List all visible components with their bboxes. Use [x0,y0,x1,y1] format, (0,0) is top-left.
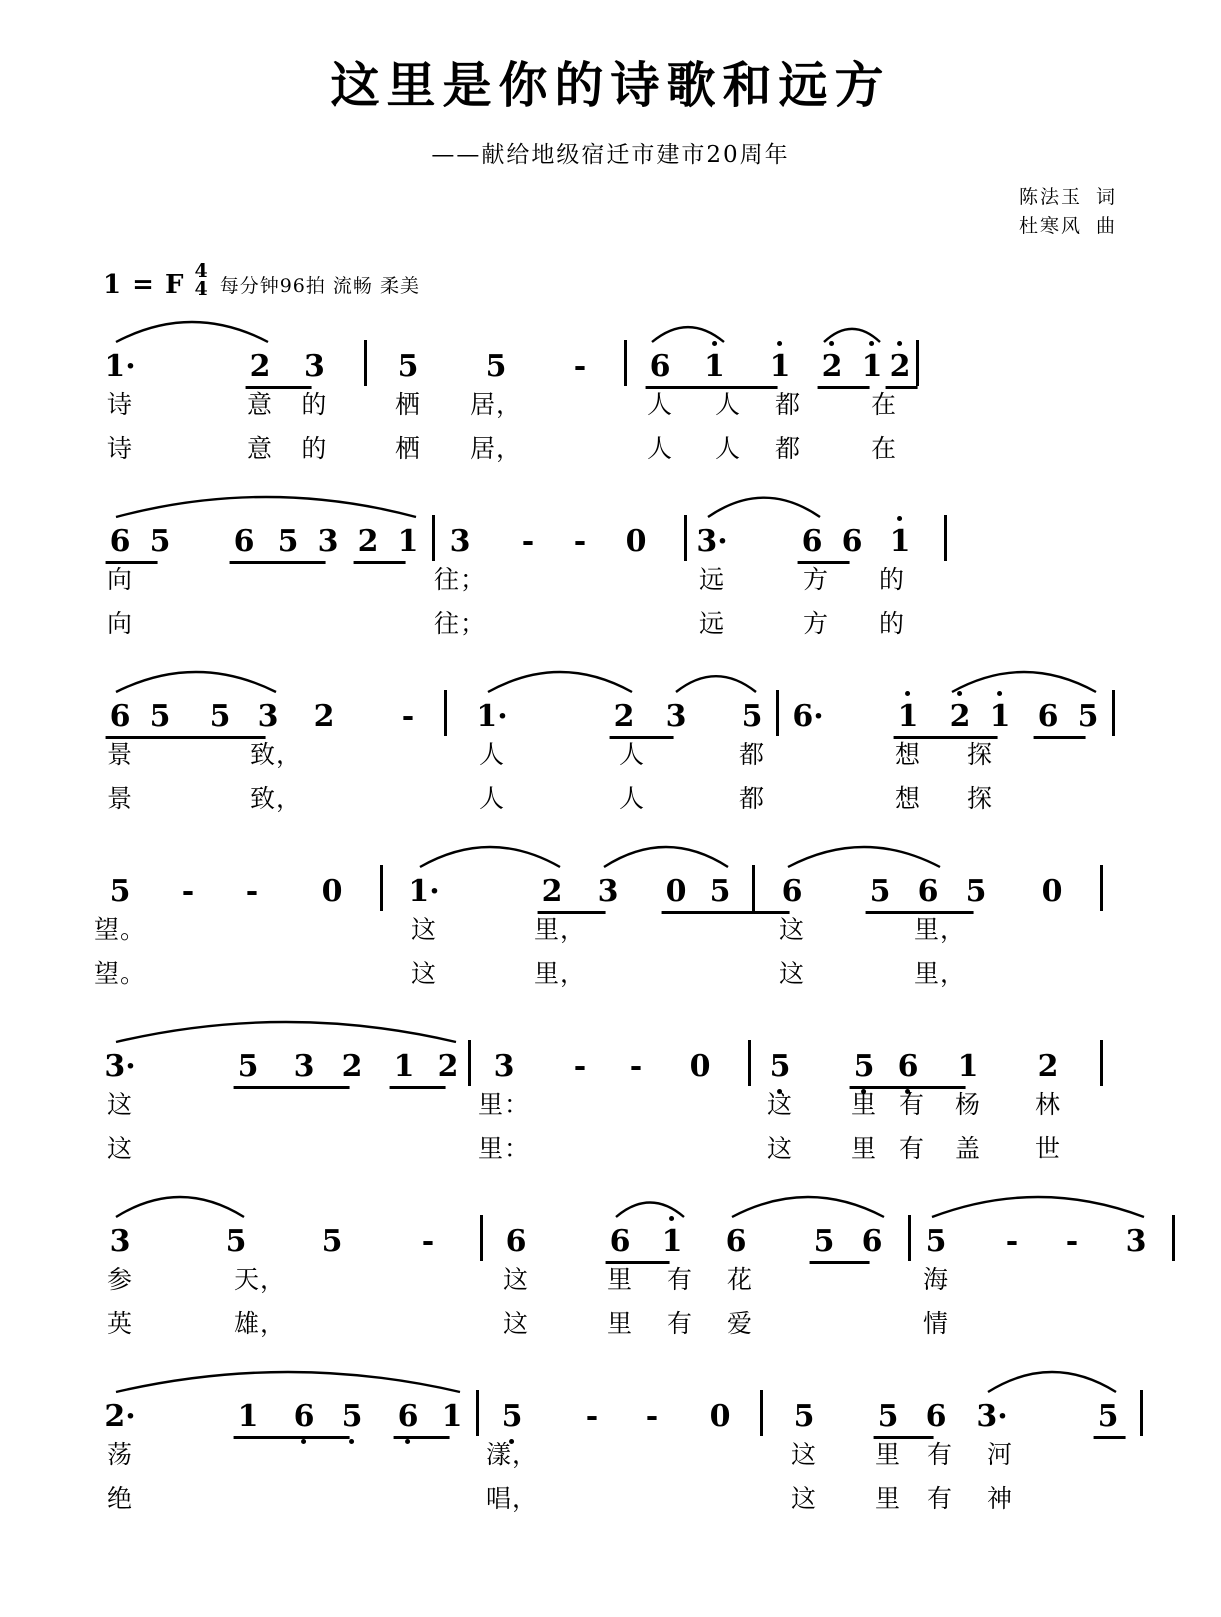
slur [420,847,560,867]
music-system [100,1016,1121,1191]
lyric-row-verse-2 [100,1476,1121,1520]
note: 3 [317,524,339,560]
octave-up-dot [958,691,963,696]
lyric-syllable: 人 [618,784,646,814]
rest-note: 0 [1041,874,1063,910]
augmentation-dot: · [997,1399,1008,1435]
slur [116,672,276,692]
lyric-syllable: 杨 [954,1090,982,1120]
note: 6 [505,1224,527,1260]
augmentation-dot: · [717,524,728,560]
sustain-dash: - [573,524,587,560]
slur [116,322,268,342]
score-meta-line [103,258,1221,300]
sustain-dash: - [645,1399,659,1435]
lyric-syllable: 这 [778,915,806,945]
sustain-dash: - [573,349,587,385]
lyric-syllable: 的 [301,390,328,420]
lyric-syllable: 天， [233,1265,287,1295]
lyric-syllable: 雄， [233,1309,287,1339]
lyric-syllable: 爱 [726,1309,754,1339]
slur [116,1022,456,1042]
lyric-syllable: 世 [1034,1134,1062,1164]
lyric-row-verse-1 [100,1082,1121,1126]
note: 2 [341,1049,363,1085]
note: 5 [397,349,419,385]
note-row [100,316,1121,385]
note: 5 [814,1227,835,1257]
slur [652,327,724,342]
note: 2· [104,1399,136,1435]
lyric-syllable: 诗 [106,390,134,420]
note: 5 [1077,699,1099,735]
note: 1 [770,352,791,382]
note: 6 [861,1224,883,1260]
barline [444,690,447,736]
credits [0,183,1117,240]
note: 5 [150,702,171,732]
composer-name: 杜寒风 [1018,214,1082,237]
lyric-syllable: 里， [533,959,587,989]
octave-up-dot [778,341,783,346]
rest-note: 0 [625,524,647,560]
sustain-dash: - [585,1399,599,1435]
note: 3 [303,349,325,385]
lyric-syllable: 这 [790,1440,818,1470]
note: 6· [792,699,824,735]
note: 5 [210,702,231,732]
note: 2 [890,352,911,382]
note: 5 [278,527,299,557]
sustain-dash: - [421,1224,435,1260]
note: 2 [437,1049,459,1085]
note: 1 [397,524,419,560]
note: 6 [110,527,131,557]
lyric-syllable: 荡 [106,1440,134,1470]
lyric-syllable: 的 [878,609,906,639]
note: 3 [493,1049,515,1085]
note: 5 [741,699,763,735]
note: 3 [597,874,619,910]
lyric-syllable: 想 [894,740,922,770]
note: 5 [878,1402,899,1432]
note: 6 [802,527,823,557]
lyric-syllable: 有 [666,1265,694,1295]
augmentation-dot: · [497,699,508,735]
augmentation-dot: · [125,1399,136,1435]
lyricist-role: 词 [1095,186,1117,209]
barline [380,865,383,911]
lyric-syllable: 里 [874,1440,902,1470]
lyric-syllable: 英 [106,1309,134,1339]
lyric-row-verse-2 [93,951,1121,995]
slur [932,1197,1144,1217]
lyric-syllable: 里 [606,1265,634,1295]
barline [432,515,435,561]
note: 6 [610,1227,631,1257]
octave-up-dot [898,341,903,346]
lyric-syllable: 绝 [106,1484,134,1514]
note: 6 [650,352,671,382]
lyric-syllable: 都 [738,740,766,770]
slur [604,847,728,867]
sustain-dash: - [245,874,259,910]
barline [468,1040,471,1086]
music-system [100,666,1121,841]
note: 3· [104,1049,136,1085]
note: 1 [890,527,911,557]
note: 6 [110,702,131,732]
note: 6 [234,527,255,557]
lyric-syllable: 里 [850,1134,878,1164]
note: 1 [662,1227,683,1257]
note: 3 [257,699,279,735]
lyric-syllable: 里： [477,1090,531,1120]
lyric-syllable: 方 [802,609,830,639]
lyric-syllable: 诗 [106,434,134,464]
lyric-syllable: 人 [714,434,742,464]
note: 5 [502,1402,523,1432]
lyric-syllable: 这 [766,1134,794,1164]
note: 5 [965,874,987,910]
lyric-syllable: 盖 [954,1134,982,1164]
lyric-syllable: 人 [714,390,742,420]
note: 5 [710,877,731,907]
lyric-syllable: 有 [666,1309,694,1339]
lyric-syllable: 这 [410,915,438,945]
note: 3 [109,1224,131,1260]
lyric-syllable: 这 [410,959,438,989]
barline [476,1390,479,1436]
lyric-syllable: 里 [850,1090,878,1120]
lyric-syllable: 神 [986,1484,1014,1514]
lyric-syllable: 往； [433,565,487,595]
lyric-row-verse-1 [100,382,1121,426]
note-row [100,491,1121,560]
lyric-syllable: 远 [698,609,726,639]
lyric-syllable: 海 [922,1265,950,1295]
music-system [100,1366,1121,1541]
note: 3· [976,1399,1008,1435]
barline [760,1390,763,1436]
note: 1· [408,874,440,910]
lyric-syllable: 这 [778,959,806,989]
lyric-row-verse-1 [100,557,1121,601]
sustain-dash: - [1005,1224,1019,1260]
lyric-syllable: 人 [646,390,674,420]
lyric-syllable: 里 [606,1309,634,1339]
time-signature-denominator: 4 [194,277,208,300]
note: 6 [925,1399,947,1435]
lyric-syllable: 花 [726,1265,754,1295]
lyric-syllable: 望。 [93,915,147,945]
note: 2 [542,877,563,907]
time-signature [194,260,208,300]
barline [684,515,687,561]
lyric-syllable: 这 [766,1090,794,1120]
note: 6 [918,877,939,907]
lyric-syllable: 人 [618,740,646,770]
barline [624,340,627,386]
lyric-syllable: 有 [898,1090,926,1120]
note: 5 [238,1052,259,1082]
barline [1140,1390,1143,1436]
lyric-row-verse-2 [100,1301,1121,1345]
slur [116,1197,244,1217]
lyric-row-verse-1 [100,1432,1121,1476]
barline [944,515,947,561]
lyric-row-verse-1 [93,907,1121,951]
lyric-syllable: 有 [926,1440,954,1470]
music-system [93,841,1121,1016]
note: 1 [238,1402,259,1432]
lyric-syllable: 致， [249,784,303,814]
rest-note: 0 [666,877,687,907]
note: 6 [898,1052,919,1082]
music-system [100,1191,1147,1366]
slur [952,672,1096,692]
lyric-row-verse-2 [100,601,1121,645]
lyric-syllable: 情 [922,1309,950,1339]
note: 6 [725,1224,747,1260]
lyric-syllable: 探 [966,740,994,770]
note: 5 [149,524,171,560]
lyric-syllable: 在 [870,434,898,464]
barline [748,1040,751,1086]
barline [1112,690,1115,736]
lyricist-name: 陈法玉 [1018,186,1082,209]
note-row [100,1016,1121,1085]
lyric-syllable: 这 [502,1265,530,1295]
lyric-row-verse-2 [100,776,1121,820]
augmentation-dot: · [125,1049,136,1085]
lyric-syllable: 在 [870,390,898,420]
octave-up-dot [906,691,911,696]
barline [752,865,755,911]
note: 3 [665,699,687,735]
note: 1 [862,352,883,382]
octave-up-dot [898,516,903,521]
barline [776,690,779,736]
lyric-syllable: 望。 [93,959,147,989]
lyric-syllable: 人 [478,740,506,770]
lyric-syllable: 都 [738,784,766,814]
note: 5 [793,1399,815,1435]
octave-up-dot [712,341,717,346]
lyric-syllable: 里： [477,1134,531,1164]
lyric-syllable: 栖 [394,390,422,420]
sustain-dash: - [573,1049,587,1085]
note: 6 [781,874,803,910]
barline [908,1215,911,1261]
lyric-syllable: 人 [646,434,674,464]
slur [788,847,940,867]
note: 5 [770,1052,791,1082]
note: 6 [294,1402,315,1432]
note: 2 [358,527,379,557]
barline [1100,1040,1103,1086]
note: 1 [394,1052,415,1082]
note: 5 [1098,1402,1119,1432]
note: 2 [313,699,335,735]
note-row [100,666,1121,735]
note-row [100,1191,1147,1260]
lyric-syllable: 意 [246,390,274,420]
note: 6 [398,1402,419,1432]
augmentation-dot: · [813,699,824,735]
note: 1 [704,352,725,382]
music-system [100,491,1121,666]
barline [1172,1215,1175,1261]
lyric-syllable: 向 [106,609,134,639]
note: 5 [925,1224,947,1260]
slur [616,1203,684,1217]
time-signature-numerator: 4 [194,260,208,283]
slur [676,677,756,693]
sustain-dash: - [401,699,415,735]
sheet-header [0,0,1221,240]
sustain-dash: - [1065,1224,1079,1260]
rest-note: 0 [321,874,343,910]
credit-lyricist [0,183,1117,212]
key-signature: 1 = F [103,270,185,301]
rest-note: 0 [709,1399,731,1435]
lyric-syllable: 方 [802,565,830,595]
note: 2 [1037,1049,1059,1085]
note-row [100,841,1121,910]
slur [708,498,820,517]
sustain-dash: - [181,874,195,910]
barline [1100,865,1103,911]
note: 6 [1038,702,1059,732]
barline [480,1215,483,1261]
song-subtitle: ——献给地级宿迁市建市20周年 [431,142,790,169]
lyric-syllable: 里 [874,1484,902,1514]
lyric-row-verse-1 [100,732,1121,776]
note: 5 [485,349,507,385]
note: 5 [870,877,891,907]
sustain-dash: - [521,524,535,560]
slur [116,497,416,517]
lyric-syllable: 景 [106,740,134,770]
lyric-row-verse-1 [100,1257,1121,1301]
note: 1 [441,1399,463,1435]
lyric-syllable: 景 [106,784,134,814]
credit-composer [0,212,1117,241]
slur [116,1372,460,1392]
lyric-syllable: 意 [246,434,274,464]
note: 5 [342,1402,363,1432]
note: 3 [1125,1224,1147,1260]
lyric-syllable: 有 [898,1134,926,1164]
note: 1· [104,349,136,385]
slur [732,1197,884,1217]
slur [488,672,632,692]
lyric-syllable: 居， [469,390,523,420]
lyric-syllable: 致， [249,740,303,770]
barline [916,340,919,386]
note: 2 [950,702,971,732]
note: 3· [696,524,728,560]
note: 5 [109,874,131,910]
tempo-marking: 每分钟96拍 流畅 柔美 [219,275,420,298]
lyric-syllable: 远 [698,565,726,595]
lyric-syllable: 这 [106,1134,134,1164]
lyric-row-verse-2 [100,426,1121,470]
music-system [100,316,1121,491]
note: 2 [614,702,635,732]
rest-note: 0 [689,1049,711,1085]
lyric-syllable: 向 [106,565,134,595]
note: 3 [449,524,471,560]
octave-up-dot [998,691,1003,696]
lyric-syllable: 栖 [394,434,422,464]
lyric-syllable: 的 [301,434,328,464]
lyric-syllable: 里， [533,915,587,945]
lyric-syllable: 参 [106,1265,134,1295]
slur [988,1372,1116,1392]
lyric-syllable: 都 [774,390,802,420]
note: 1· [476,699,508,735]
lyric-syllable: 探 [966,784,994,814]
lyric-syllable: 居， [469,434,523,464]
augmentation-dot: · [429,874,440,910]
note: 2 [250,352,271,382]
score-systems [0,316,1221,1541]
lyric-syllable: 河 [986,1440,1014,1470]
octave-up-dot [830,341,835,346]
note: 6 [841,524,863,560]
barline [364,340,367,386]
lyric-syllable: 这 [106,1090,134,1120]
note: 3 [294,1052,315,1082]
composer-role: 曲 [1095,214,1117,237]
lyric-syllable: 有 [926,1484,954,1514]
note-row [100,1366,1121,1435]
lyric-syllable: 的 [878,565,906,595]
lyric-row-verse-2 [100,1126,1121,1170]
lyric-syllable: 往； [433,609,487,639]
lyric-syllable: 林 [1034,1090,1062,1120]
note: 5 [225,1224,247,1260]
note: 5 [854,1052,875,1082]
lyric-syllable: 人 [478,784,506,814]
note: 2 [822,352,843,382]
page-title: 这里是你的诗歌和远方 [330,57,891,114]
augmentation-dot: · [125,349,136,385]
lyric-syllable: 漾， [485,1440,539,1470]
lyric-syllable: 里， [913,915,967,945]
octave-up-dot [670,1216,675,1221]
lyric-syllable: 想 [894,784,922,814]
note: 5 [321,1224,343,1260]
note: 1 [957,1049,979,1085]
note: 1 [990,702,1011,732]
octave-up-dot [870,341,875,346]
lyric-syllable: 唱， [485,1484,539,1514]
lyric-syllable: 里， [913,959,967,989]
note: 1 [898,702,919,732]
lyric-syllable: 这 [502,1309,530,1339]
sustain-dash: - [629,1049,643,1085]
lyric-syllable: 这 [790,1484,818,1514]
lyric-syllable: 都 [774,434,802,464]
